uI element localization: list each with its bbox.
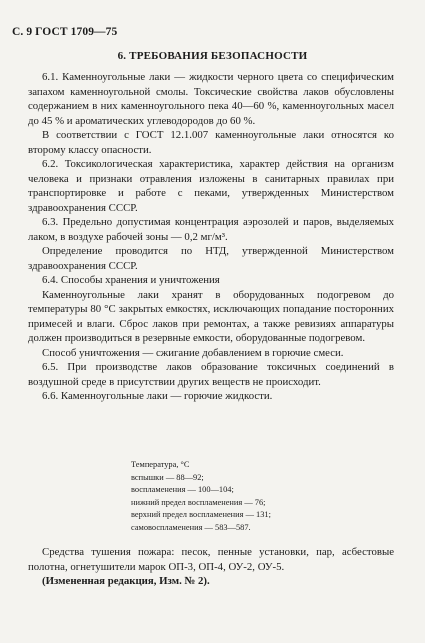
- spec-ignition: воспламенения — 100—104;: [131, 485, 234, 495]
- temperature-specs: [131, 459, 271, 535]
- paragraph-disposal: Способ уничтожения — сжигание добавлением в горючие смеси.: [42, 346, 344, 359]
- spec-heading: Температура, °С: [131, 460, 190, 469]
- spec-autoignition: самовоспламенения — 583—587.: [131, 522, 251, 532]
- paragraph-6-6: 6.6. Каменноугольные лаки — горючие жидкости.: [42, 390, 273, 402]
- paragraph-6-2: 6.2. Токсикологическая характеристика, характер действия на организм человека и признаки отравления изложены в санитарных правилах при транспортировке и работе с пеками, утвержденных Министерством здравоохранения СССР.: [28, 158, 394, 214]
- section-body: [28, 70, 394, 404]
- section-tail: [28, 545, 394, 589]
- page-header: С. 9 ГОСТ 1709—75: [12, 26, 118, 38]
- spec-lower-limit: нижний предел воспламенения — 76;: [131, 497, 266, 507]
- paragraph-6-5: 6.5. При производстве лаков образование токсичных соединений в воздушной среде в присутствии других веществ не происходит.: [28, 361, 394, 388]
- paragraph-extinguishing: Средства тушения пожара: песок, пенные установки, пар, асбестовые полотна, огнетушители марок ОП-3, ОП-4, ОУ-2, ОУ-5.: [28, 546, 394, 573]
- spec-flash: вспышки — 88—92;: [131, 472, 204, 482]
- paragraph-6-3: 6.3. Предельно допустимая концентрация аэрозолей и паров, выделяемых лаком, в воздухе рабочей зоны — 0,2 мг/м³.: [28, 216, 394, 243]
- paragraph-6-1: 6.1. Каменноугольные лаки — жидкости черного цвета со специфическим запахом каменноугольной смолы. Токсические свойства лаков обусловлены содержанием в них каменноугольного пека 40—60 %, каменноугольных масел до 45 % и ароматических углеводородов до 60 %.: [28, 71, 394, 127]
- paragraph-storage: Каменноугольные лаки хранят в оборудованных подогревом до температуры 80 °С закрытых емкостях, исключающих попадание посторонних примесей и влаги. Сброс лаков при ремонтах, а также ревизиях аппаратуры должен производиться в резервные емкости, оборудованные подогревом.: [28, 288, 394, 344]
- spec-upper-limit: верхний предел воспламенения — 131;: [131, 510, 271, 520]
- paragraph-hazard-class: В соответствии с ГОСТ 12.1.007 каменноугольные лаки относятся ко второму классу опасности.: [28, 129, 394, 156]
- paragraph-determination: Определение проводится по НТД, утвержденной Министерством здравоохранения СССР.: [28, 245, 394, 272]
- amendment-note: (Измененная редакция, Изм. № 2).: [42, 575, 210, 587]
- section-title: 6. ТРЕБОВАНИЯ БЕЗОПАСНОСТИ: [117, 50, 308, 62]
- paragraph-6-4: 6.4. Способы хранения и уничтожения: [42, 274, 220, 286]
